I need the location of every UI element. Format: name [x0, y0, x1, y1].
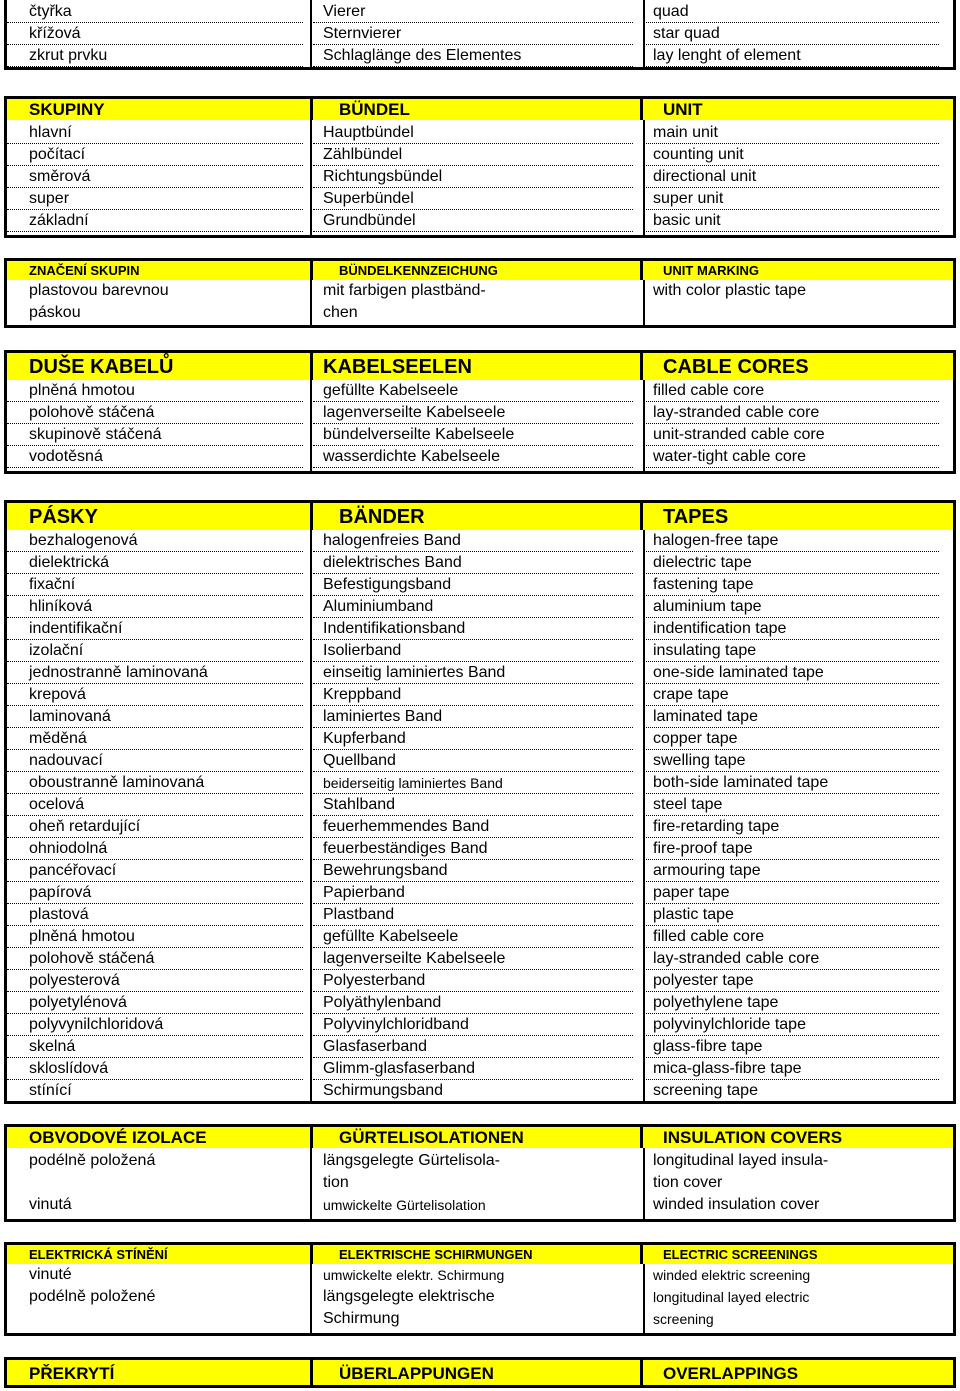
term-de: feuerhemmendes Band: [313, 816, 633, 838]
term-de: Superbündel: [313, 188, 633, 210]
term-en: steel tape: [643, 794, 939, 816]
table-row: [7, 1036, 953, 1058]
header-cz: ZNAČENÍ SKUPIN: [7, 261, 313, 280]
term-cz: polohově stáčená: [7, 402, 303, 424]
table-row: [7, 882, 953, 904]
term-cz: křížová: [7, 23, 303, 45]
skupiny-section: [4, 96, 956, 238]
term-en: quad: [643, 1, 939, 23]
term-en: winded elektric screening: [653, 1267, 811, 1283]
header-de: KABELSEELEN: [313, 353, 643, 380]
term-de: lagenverseilte Kabelseele: [313, 948, 633, 970]
term-en: longitudinal layed electric: [653, 1289, 810, 1305]
term-cz: směrová: [7, 166, 303, 188]
term-cz: indentifikační: [7, 618, 303, 640]
term-de: einseitig laminiertes Band: [313, 662, 633, 684]
section-header: [4, 96, 956, 120]
term-cz: plněná hmotou: [7, 926, 303, 948]
table-row: [7, 1172, 953, 1194]
table-row: [7, 904, 953, 926]
term-en: polyvinylchloride tape: [643, 1014, 939, 1036]
table-row: [7, 574, 953, 596]
term-en: aluminium tape: [643, 596, 939, 618]
table-row: [7, 122, 953, 144]
term-en: screening tape: [643, 1080, 939, 1102]
term-de: Hauptbündel: [313, 122, 633, 144]
column-divider: [310, 280, 312, 325]
term-de: Polyäthylenband: [313, 992, 633, 1014]
header-en: TAPES: [663, 506, 729, 528]
term-en: basic unit: [643, 210, 939, 232]
table-row: [7, 1308, 953, 1330]
term-cz: polyvynilchloridová: [7, 1014, 303, 1036]
term-en: star quad: [643, 23, 939, 45]
term-cz: oheň retardující: [7, 816, 303, 838]
term-en: indentification tape: [643, 618, 939, 640]
section-header: [4, 350, 956, 380]
header-en: OVERLAPPINGS: [663, 1364, 799, 1383]
table-row: [7, 1286, 953, 1308]
table-row: [7, 706, 953, 728]
table-row: [7, 992, 953, 1014]
header-cz: ELEKTRICKÁ STÍNĚNÍ: [7, 1245, 313, 1264]
term-cz: počítací: [7, 144, 303, 166]
term-de: halogenfreies Band: [313, 530, 633, 552]
term-de: Aluminiumband: [313, 596, 633, 618]
term-en: super unit: [643, 188, 939, 210]
term-de: Papierband: [313, 882, 633, 904]
term-cz: plastová: [7, 904, 303, 926]
term-cz: hlavní: [7, 122, 303, 144]
term-cz: krepová: [7, 684, 303, 706]
table-row: [7, 728, 953, 750]
table-row: [7, 640, 953, 662]
table-row: [7, 838, 953, 860]
header-de: BÜNDELKENNZEICHUNG: [313, 261, 643, 280]
term-de: mit farbigen plastbänd-: [323, 282, 486, 299]
header-cz: PŘEKRYTÍ: [7, 1360, 313, 1385]
column-divider: [310, 530, 312, 1101]
term-de: wasserdichte Kabelseele: [313, 446, 633, 468]
table-row: [7, 552, 953, 574]
term-cz: zkrut prvku: [7, 45, 303, 67]
term-en: filled cable core: [643, 926, 939, 948]
column-divider: [643, 530, 645, 1101]
term-de: tion: [323, 1174, 349, 1191]
header-en: CABLE CORES: [663, 356, 809, 378]
term-en: paper tape: [643, 882, 939, 904]
term-cz: izolační: [7, 640, 303, 662]
term-de: Polyvinylchloridband: [313, 1014, 633, 1036]
table-row: [7, 596, 953, 618]
term-en: insulating tape: [643, 640, 939, 662]
table-row: [7, 280, 953, 302]
term-de: Stahlband: [313, 794, 633, 816]
header-cz: OBVODOVÉ IZOLACE: [7, 1127, 313, 1148]
section-header: [4, 1357, 956, 1388]
term-cz: hliníková: [7, 596, 303, 618]
term-en: main unit: [643, 122, 939, 144]
table-row: [7, 380, 953, 402]
top-terms-table: [4, 0, 956, 70]
term-cz: polyesterová: [7, 970, 303, 992]
pasky-section: [4, 500, 956, 1104]
term-de: Kupferband: [313, 728, 633, 750]
term-cz: podélně položená: [29, 1152, 156, 1169]
table-row: [7, 1058, 953, 1080]
term-cz: páskou: [29, 304, 81, 321]
term-de: längsgelegte elektrische: [323, 1288, 495, 1305]
term-cz: vinutá: [29, 1196, 72, 1213]
column-divider: [643, 0, 645, 67]
table-row: [7, 1014, 953, 1036]
term-cz: skelná: [7, 1036, 303, 1058]
table-row: [7, 144, 953, 166]
term-en: tion cover: [653, 1174, 723, 1191]
term-de: Vierer: [313, 1, 633, 23]
header-de: GÜRTELISOLATIONEN: [313, 1127, 643, 1148]
stineni-section: [4, 1242, 956, 1336]
header-cz: DUŠE KABELŮ: [7, 353, 313, 380]
table-row: [7, 446, 953, 468]
term-cz: oboustranně laminovaná: [7, 772, 303, 794]
term-de: Schlaglänge des Elementes: [313, 45, 633, 67]
table-row: [7, 210, 953, 232]
table-row: [7, 816, 953, 838]
term-en: counting unit: [643, 144, 939, 166]
term-en: mica-glass-fibre tape: [643, 1058, 939, 1080]
term-cz: vinuté: [29, 1266, 72, 1283]
term-en: lay lenght of element: [643, 45, 939, 67]
term-de: feuerbeständiges Band: [313, 838, 633, 860]
term-en: lay-stranded cable core: [643, 948, 939, 970]
section-header: [4, 1124, 956, 1148]
column-divider: [643, 380, 645, 471]
table-row: [7, 302, 953, 324]
term-en: filled cable core: [643, 380, 939, 402]
term-en: fire-retarding tape: [643, 816, 939, 838]
term-de: Quellband: [313, 750, 633, 772]
header-de: ELEKTRISCHE SCHIRMUNGEN: [313, 1245, 643, 1264]
term-en: laminated tape: [643, 706, 939, 728]
term-de: Plastband: [313, 904, 633, 926]
term-de: dielektrisches Band: [313, 552, 633, 574]
term-en: with color plastic tape: [653, 282, 806, 299]
term-de: Grundbündel: [313, 210, 633, 232]
column-divider: [310, 1264, 312, 1333]
table-row: [7, 970, 953, 992]
column-divider: [643, 1148, 645, 1219]
term-en: polyester tape: [643, 970, 939, 992]
term-de: beiderseitig laminiertes Band: [313, 772, 633, 794]
term-de: umwickelte elektr. Schirmung: [323, 1267, 505, 1283]
term-de: Polyesterband: [313, 970, 633, 992]
table-row: [7, 424, 953, 446]
term-de: Befestigungsband: [313, 574, 633, 596]
table-row: [7, 662, 953, 684]
term-de: Isolierband: [313, 640, 633, 662]
table-row: [7, 1080, 953, 1102]
term-cz: fixační: [7, 574, 303, 596]
term-de: Bewehrungsband: [313, 860, 633, 882]
term-en: plastic tape: [643, 904, 939, 926]
term-de: Schirmung: [323, 1310, 400, 1327]
term-en: [643, 302, 939, 324]
term-de: lagenverseilte Kabelseele: [313, 402, 633, 424]
term-cz: nadouvací: [7, 750, 303, 772]
header-de: ÜBERLAPPUNGEN: [313, 1360, 643, 1385]
header-en: UNIT MARKING: [663, 263, 760, 278]
term-en: glass-fibre tape: [643, 1036, 939, 1058]
table-row: [7, 1150, 953, 1172]
term-cz: stínící: [7, 1080, 303, 1102]
term-cz: základní: [7, 210, 303, 232]
term-en: lay-stranded cable core: [643, 402, 939, 424]
table-row: [7, 750, 953, 772]
term-en: swelling tape: [643, 750, 939, 772]
term-en: copper tape: [643, 728, 939, 750]
term-en: one-side laminated tape: [643, 662, 939, 684]
table-row: [7, 402, 953, 424]
table-row: [7, 530, 953, 552]
term-en: crape tape: [643, 684, 939, 706]
header-en: UNIT: [663, 100, 703, 119]
section-header: [4, 500, 956, 530]
term-en: water-tight cable core: [643, 446, 939, 468]
header-cz: SKUPINY: [7, 99, 313, 120]
term-en: both-side laminated tape: [643, 772, 939, 794]
column-divider: [643, 120, 645, 235]
table-row: [7, 860, 953, 882]
term-cz: [7, 1172, 303, 1194]
term-de: Indentifikationsband: [313, 618, 633, 640]
term-de: bündelverseilte Kabelseele: [313, 424, 633, 446]
term-cz: pancéřovací: [7, 860, 303, 882]
term-de: Sternvierer: [313, 23, 633, 45]
header-de: BÄNDER: [313, 503, 643, 530]
column-divider: [643, 1264, 645, 1333]
term-cz: papírová: [7, 882, 303, 904]
term-cz: plastovou barevnou: [29, 282, 169, 299]
term-cz: bezhalogenová: [7, 530, 303, 552]
header-en: INSULATION COVERS: [663, 1128, 843, 1147]
term-cz: skupinově stáčená: [7, 424, 303, 446]
table-row: [7, 926, 953, 948]
duse-section: [4, 350, 956, 474]
term-cz: dielektrická: [7, 552, 303, 574]
prekryti-section: [4, 1357, 956, 1391]
term-cz: jednostranně laminovaná: [7, 662, 303, 684]
term-en: winded insulation cover: [653, 1196, 820, 1213]
term-en: fastening tape: [643, 574, 939, 596]
table-row: [7, 166, 953, 188]
header-cz: PÁSKY: [7, 503, 313, 530]
term-de: Kreppband: [313, 684, 633, 706]
table-row: [7, 772, 953, 794]
table-row: [7, 794, 953, 816]
term-en: directional unit: [643, 166, 939, 188]
table-row: [7, 188, 953, 210]
term-en: longitudinal layed insula-: [653, 1152, 829, 1169]
term-de: Glimm-glasfaserband: [313, 1058, 633, 1080]
term-cz: ohniodolná: [7, 838, 303, 860]
table-row: [7, 948, 953, 970]
section-header: [4, 258, 956, 280]
column-divider: [310, 0, 312, 67]
term-cz: čtyřka: [7, 1, 303, 23]
term-de: umwickelte Gürtelisolation: [323, 1197, 486, 1213]
term-cz: polohově stáčená: [7, 948, 303, 970]
term-en: dielectric tape: [643, 552, 939, 574]
term-cz: vodotěsná: [7, 446, 303, 468]
table-row: [7, 1, 953, 23]
column-divider: [310, 120, 312, 235]
term-en: armouring tape: [643, 860, 939, 882]
column-divider: [310, 380, 312, 471]
column-divider: [643, 280, 645, 325]
term-de: längsgelegte Gürtelisola-: [323, 1152, 500, 1169]
znaceni-section: [4, 258, 956, 328]
term-de: chen: [323, 304, 358, 321]
term-de: Schirmungsband: [313, 1080, 633, 1102]
term-de: Glasfaserband: [313, 1036, 633, 1058]
term-de: gefüllte Kabelseele: [313, 926, 633, 948]
table-row: [7, 1194, 953, 1216]
table-row: [7, 45, 953, 67]
term-de: gefüllte Kabelseele: [313, 380, 633, 402]
term-en: halogen-free tape: [643, 530, 939, 552]
term-cz: podélně položené: [29, 1288, 156, 1305]
obvodove-section: [4, 1124, 956, 1222]
term-cz: skloslídová: [7, 1058, 303, 1080]
section-header: [4, 1242, 956, 1264]
table-row: [7, 1264, 953, 1286]
table-row: [7, 618, 953, 640]
table-row: [7, 684, 953, 706]
term-cz: plněná hmotou: [7, 380, 303, 402]
column-divider: [310, 1148, 312, 1219]
term-de: Richtungsbündel: [313, 166, 633, 188]
term-cz: super: [7, 188, 303, 210]
term-cz: měděná: [7, 728, 303, 750]
term-en: unit-stranded cable core: [643, 424, 939, 446]
term-cz: ocelová: [7, 794, 303, 816]
header-en: ELECTRIC SCREENINGS: [663, 1247, 818, 1262]
term-cz: laminovaná: [7, 706, 303, 728]
term-en: screening: [653, 1311, 714, 1327]
term-de: Zählbündel: [313, 144, 633, 166]
header-de: BÜNDEL: [313, 99, 643, 120]
term-de: laminiertes Band: [313, 706, 633, 728]
term-en: fire-proof tape: [643, 838, 939, 860]
table-row: [7, 23, 953, 45]
term-en: polyethylene tape: [643, 992, 939, 1014]
term-cz: [7, 1308, 303, 1330]
term-cz: polyetylénová: [7, 992, 303, 1014]
